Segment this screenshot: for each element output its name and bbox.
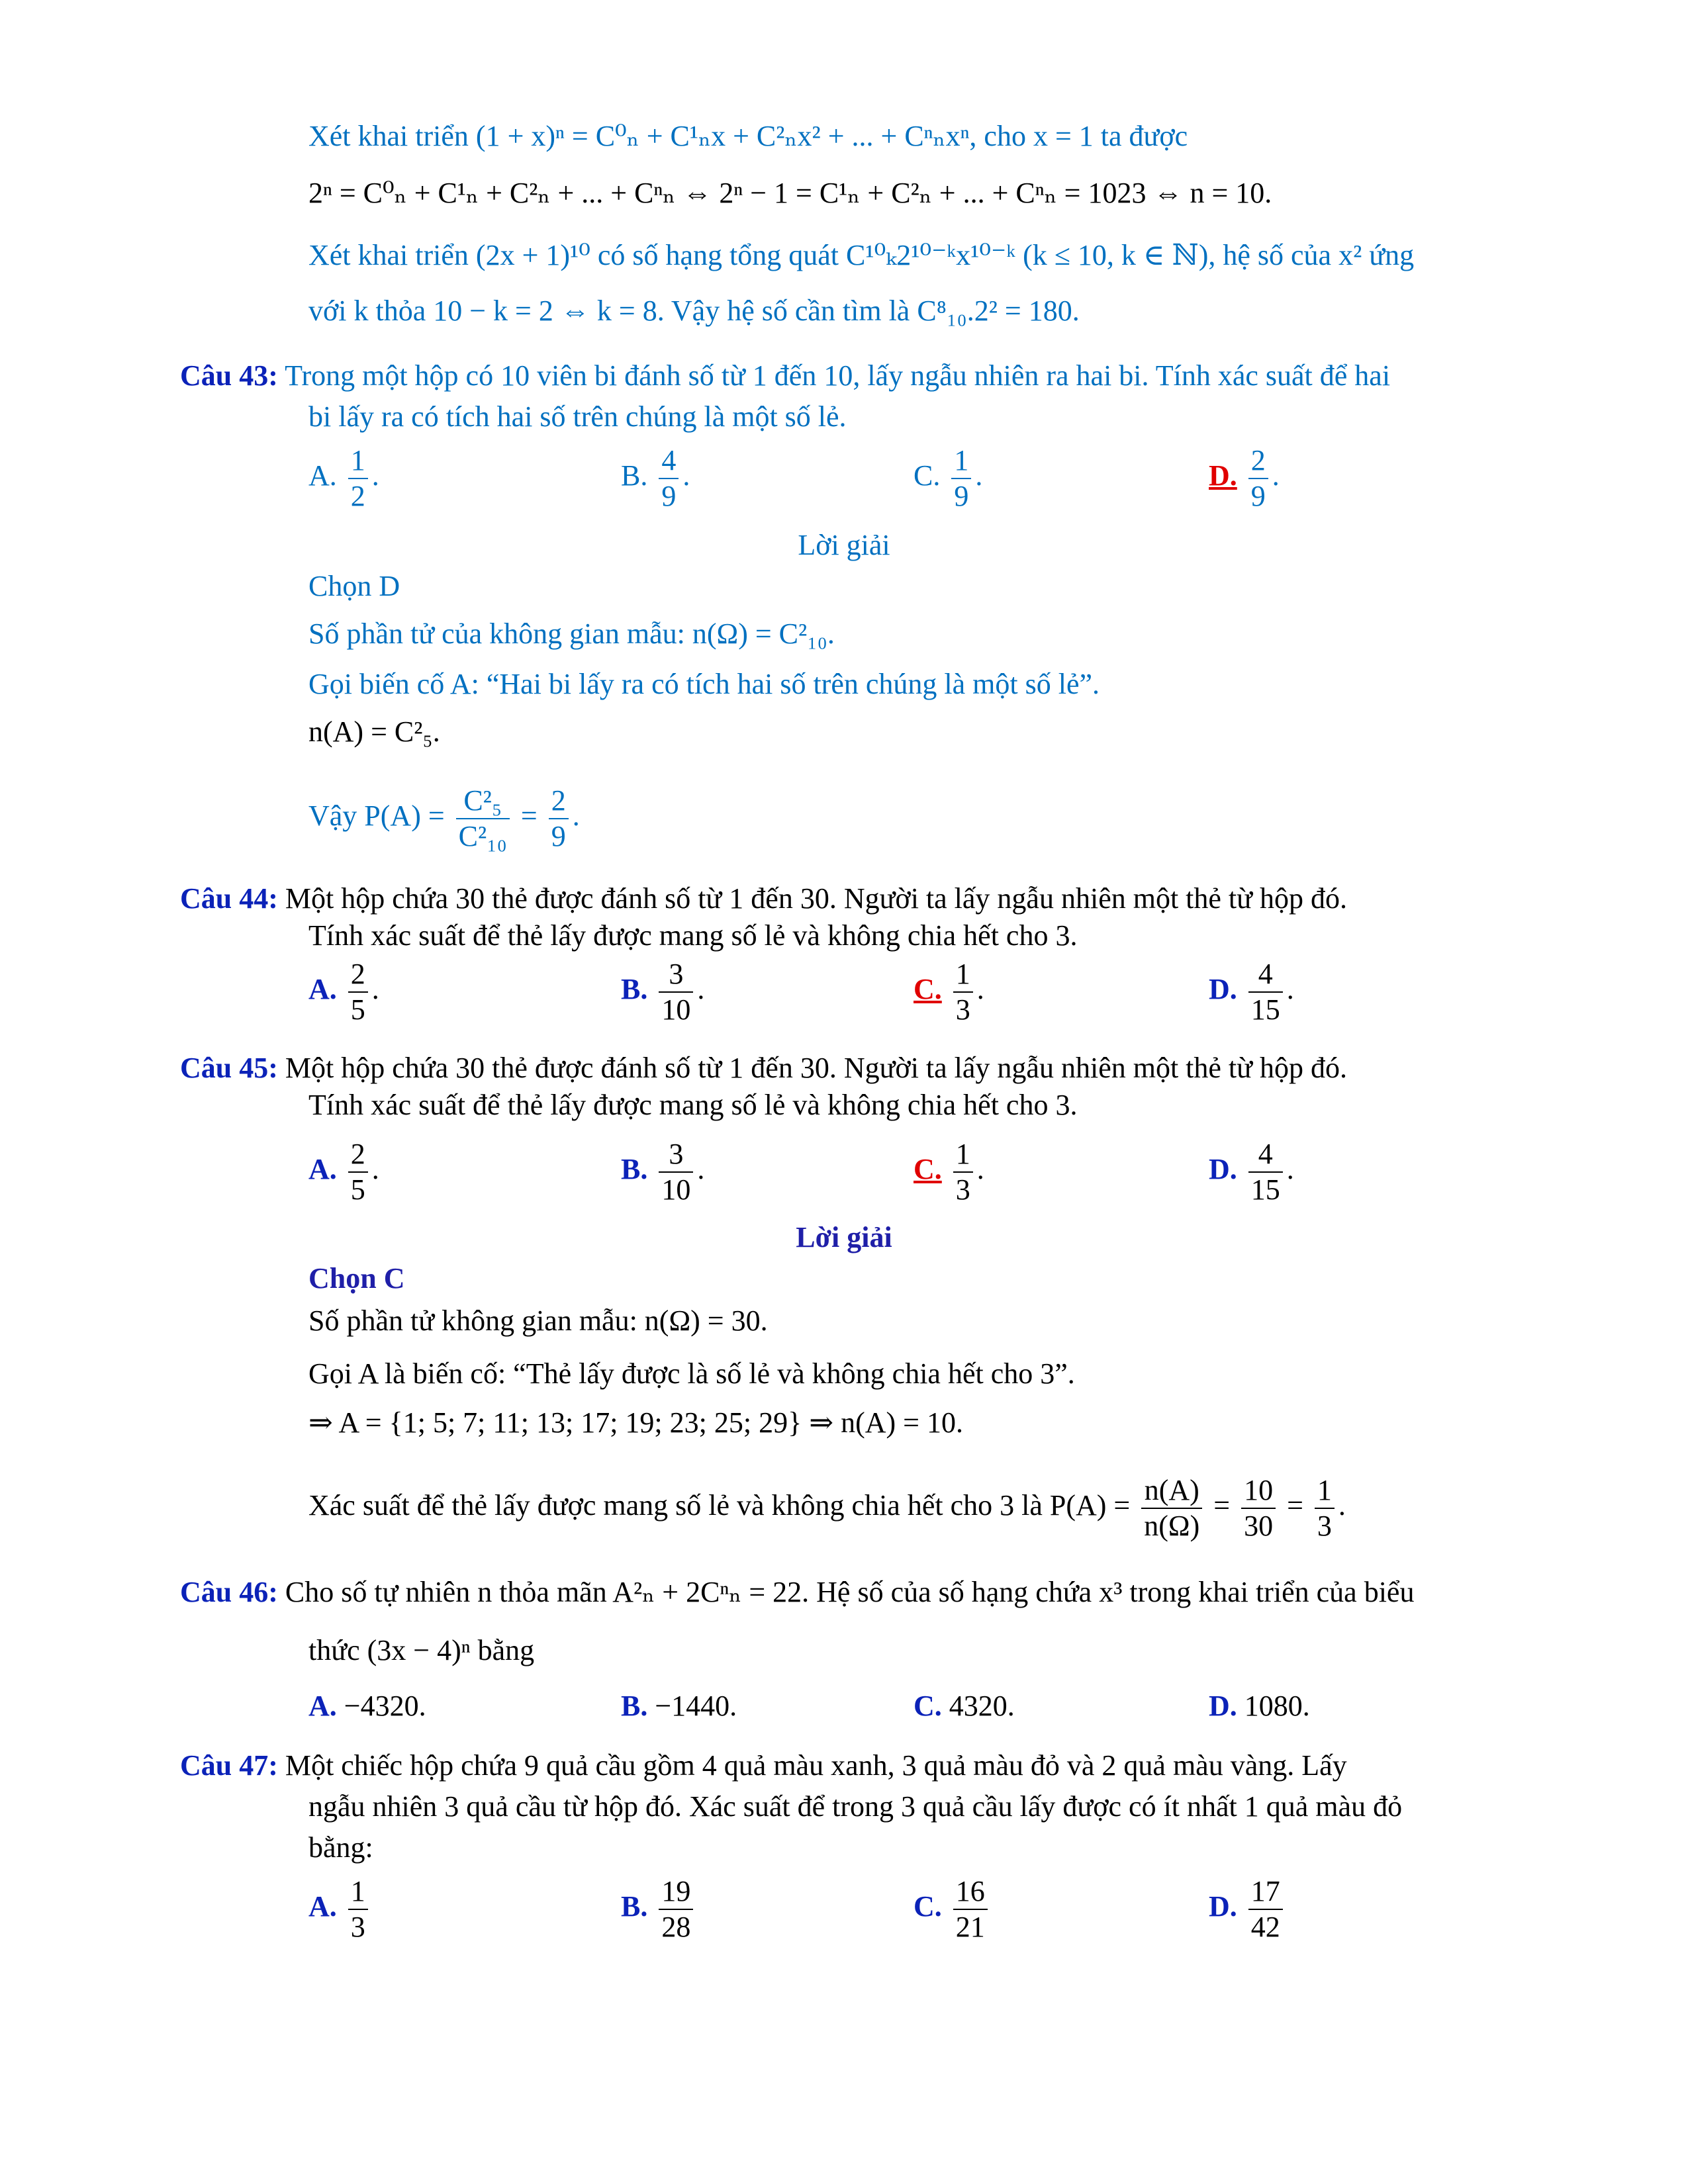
option-letter: D. — [1209, 973, 1237, 1006]
text: = — [520, 799, 538, 833]
q45-solution-title: Lời giải — [796, 1221, 892, 1253]
option-letter-correct: C. — [914, 1153, 942, 1186]
option-letter: D. — [1209, 1153, 1237, 1186]
fraction: $\frac{1}{3}$ — [1315, 1473, 1335, 1543]
q47-option-b[interactable] — [621, 1874, 697, 1944]
option-fraction: $\frac{1}{3}$ — [953, 957, 973, 1027]
question-text: Trong một hộp có 10 viên bi đánh số từ 1 đến 10, lấy ngẫu nhiên ra hai bi. Tính xác suất để hai — [285, 359, 1391, 392]
question-45 — [180, 1050, 1347, 1087]
q46-option-b[interactable] — [621, 1688, 737, 1725]
option-letter: B. — [621, 1690, 648, 1722]
option-letter-correct: D. — [1209, 459, 1237, 492]
option-fraction: $\frac{3}{10}$ — [659, 957, 693, 1027]
q46-option-a[interactable] — [308, 1688, 426, 1725]
fraction: $\frac{2}{9}$ — [549, 784, 569, 854]
q44-option-d[interactable]: D. $\frac{4}{15}$ . — [1209, 958, 1294, 1026]
q44-option-a[interactable]: A. $\frac{2}{5}$ . — [308, 958, 379, 1026]
question-text: Một hộp chứa 30 thẻ được đánh số từ 1 đến 30. Người ta lấy ngẫu nhiên một thẻ từ hộp đó. — [285, 882, 1347, 915]
option-letter: B. — [621, 973, 648, 1006]
option-letter: A. — [308, 973, 337, 1006]
q45-option-c[interactable]: C. $\frac{1}{3}$ . — [914, 1138, 984, 1206]
q43-step-2: Gọi biến cố A: “Hai bi lấy ra có tích hai số trên chúng là một số lẻ”. — [308, 668, 1100, 700]
q46-option-d[interactable] — [1209, 1688, 1310, 1725]
question-44 — [180, 880, 1347, 917]
option-fraction: $\frac{3}{10}$ — [659, 1137, 693, 1207]
q47-option-d[interactable] — [1209, 1874, 1287, 1944]
q45-choose: Chọn C — [308, 1262, 405, 1295]
question-45-text-2: Tính xác suất để thẻ lấy được mang số lẻ và không chia hết cho 3. — [308, 1089, 1078, 1121]
q44-option-c[interactable]: C. $\frac{1}{3}$ . — [914, 958, 984, 1026]
question-47-text-3: bằng: — [308, 1831, 373, 1864]
question-text: Một chiếc hộp chứa 9 quả cầu gồm 4 quả màu xanh, 3 quả màu đỏ và 2 quả màu vàng. Lấy — [285, 1749, 1347, 1782]
q43-option-c[interactable]: C. $\frac{1}{9}$ . — [914, 444, 983, 512]
question-label: Câu 47: — [180, 1749, 278, 1782]
question-43-text-2: bi lấy ra có tích hai số trên chúng là một số lẻ. — [308, 400, 847, 433]
option-value: 1080. — [1244, 1690, 1310, 1722]
option-letter: C. — [914, 1890, 942, 1923]
q47-option-c[interactable] — [914, 1874, 992, 1944]
option-letter: A. — [308, 459, 337, 492]
q46-option-c[interactable] — [914, 1688, 1015, 1725]
option-fraction: $\frac{4}{15}$ — [1248, 1137, 1283, 1207]
question-label: Câu 43: — [180, 359, 278, 392]
option-fraction: $\frac{4}{9}$ — [659, 443, 679, 514]
q47-option-a[interactable] — [308, 1874, 372, 1944]
option-letter: D. — [1209, 1690, 1237, 1722]
q45-option-b[interactable]: B. $\frac{3}{10}$ . — [621, 1138, 705, 1206]
fraction: $\frac{\text{C²₅}}{\text{C²₁₀}}$ — [456, 784, 510, 854]
option-letter: B. — [621, 1153, 648, 1186]
question-label: Câu 44: — [180, 882, 278, 915]
text: = — [1287, 1489, 1303, 1522]
option-letter: A. — [308, 1690, 337, 1722]
option-letter: A. — [308, 1890, 337, 1923]
q45-option-a[interactable]: A. $\frac{2}{5}$ . — [308, 1138, 379, 1206]
question-text: Một hộp chứa 30 thẻ được đánh số từ 1 đến 30. Người ta lấy ngẫu nhiên một thẻ từ hộp đó. — [285, 1052, 1347, 1084]
option-fraction: $\frac{19}{28}$ — [659, 1874, 693, 1944]
option-fraction: $\frac{1}{3}$ — [348, 1874, 368, 1944]
option-fraction: $\frac{17}{42}$ — [1248, 1874, 1283, 1944]
q45-option-d[interactable]: D. $\frac{4}{15}$ . — [1209, 1138, 1294, 1206]
option-letter-correct: C. — [914, 973, 942, 1006]
q43-step-4: Vậy P(A) = $\frac{\text{C²₅}}{\text{C²₁₀}}$ = $\frac{2}{9}$ . — [308, 784, 580, 852]
option-letter: C. — [914, 1690, 942, 1722]
option-value: 4320. — [949, 1690, 1015, 1722]
option-fraction: $\frac{1}{3}$ — [953, 1137, 973, 1207]
question-46 — [180, 1574, 1414, 1611]
intro-line-3: Xét khai triển (2x + 1)¹⁰ có số hạng tổng quát C¹⁰ₖ2¹⁰⁻ᵏx¹⁰⁻ᵏ (k ≤ 10, k ∈ ℕ), hệ số của x² ứng — [308, 239, 1415, 271]
option-letter: B. — [621, 1890, 648, 1923]
q43-solution-title: Lời giải — [798, 529, 890, 561]
q43-step-1: Số phần tử của không gian mẫu: n(Ω) = C²₁₀. — [308, 617, 835, 650]
text: Vậy P(A) = — [308, 799, 445, 833]
q45-step-1: Số phần tử không gian mẫu: n(Ω) = 30. — [308, 1304, 768, 1337]
question-47 — [180, 1747, 1347, 1784]
option-fraction: $\frac{2}{5}$ — [348, 1137, 368, 1207]
intro-line-4: với k thỏa 10 − k = 2 ⇔ k = 8. Vậy hệ số cần tìm là C⁸₁₀.2² = 180. — [308, 295, 1080, 327]
question-43 — [180, 357, 1390, 394]
text: = — [1213, 1489, 1231, 1522]
intro-line-1: Xét khai triển (1 + x)ⁿ = C⁰ₙ + C¹ₙx + C²ₙx² + ... + Cⁿₙxⁿ, cho x = 1 ta được — [308, 120, 1188, 152]
option-fraction: $\frac{16}{21}$ — [953, 1874, 988, 1944]
option-fraction: $\frac{4}{15}$ — [1248, 957, 1283, 1027]
q43-step-3: n(A) = C²₅. — [308, 715, 440, 748]
question-text: Cho số tự nhiên n thỏa mãn A²ₙ + 2Cⁿₙ = 22. Hệ số của số hạng chứa x³ trong khai triển của biểu — [285, 1576, 1415, 1608]
option-letter: B. — [621, 459, 648, 492]
question-44-text-2: Tính xác suất để thẻ lấy được mang số lẻ và không chia hết cho 3. — [308, 919, 1078, 952]
option-letter: A. — [308, 1153, 337, 1186]
q45-step-2: Gọi A là biến cố: “Thẻ lấy được là số lẻ và không chia hết cho 3”. — [308, 1357, 1075, 1390]
intro-line-2: 2ⁿ = C⁰ₙ + C¹ₙ + C²ₙ + ... + Cⁿₙ ⇔ 2ⁿ − 1 = C¹ₙ + C²ₙ + ... + Cⁿₙ = 1023 ⇔ n = 10. — [308, 177, 1272, 209]
option-letter: D. — [1209, 1890, 1237, 1923]
question-46-text-2: thức (3x − 4)ⁿ bằng — [308, 1634, 535, 1666]
option-fraction: $\frac{2}{9}$ — [1248, 443, 1268, 514]
option-fraction: $\frac{1}{2}$ — [348, 443, 368, 514]
option-fraction: $\frac{2}{5}$ — [348, 957, 368, 1027]
option-fraction: $\frac{1}{9}$ — [951, 443, 971, 514]
q43-option-a[interactable]: A. $\frac{1}{2}$ . — [308, 444, 379, 512]
option-value: −4320. — [344, 1690, 426, 1722]
q45-step-4: Xác suất để thẻ lấy được mang số lẻ và không chia hết cho 3 là P(A) = $\frac{n(A)}{n(\Omega)}$ = $\frac{10}{30}$ = $\frac{1}{3}$ . — [308, 1474, 1346, 1542]
question-label: Câu 45: — [180, 1052, 278, 1084]
fraction: $\frac{n(A)}{n(\Omega)}$ — [1141, 1473, 1202, 1543]
question-label: Câu 46: — [180, 1576, 278, 1608]
text: Xác suất để thẻ lấy được mang số lẻ và không chia hết cho 3 là P(A) = — [308, 1489, 1131, 1522]
q43-option-d[interactable]: D. $\frac{2}{9}$ . — [1209, 444, 1280, 512]
fraction: $\frac{10}{30}$ — [1241, 1473, 1276, 1543]
q45-step-3: ⇒ A = {1; 5; 7; 11; 13; 17; 19; 23; 25; 29} ⇒ n(A) = 10. — [308, 1406, 963, 1439]
q44-option-b[interactable]: B. $\frac{3}{10}$ . — [621, 958, 705, 1026]
option-value: −1440. — [655, 1690, 737, 1722]
q43-choose: Chọn D — [308, 570, 400, 602]
option-letter: C. — [914, 459, 941, 492]
question-47-text-2: ngẫu nhiên 3 quả cầu từ hộp đó. Xác suất để trong 3 quả cầu lấy được có ít nhất 1 quả màu đỏ — [308, 1790, 1403, 1823]
q43-option-b[interactable]: B. $\frac{4}{9}$ . — [621, 444, 690, 512]
